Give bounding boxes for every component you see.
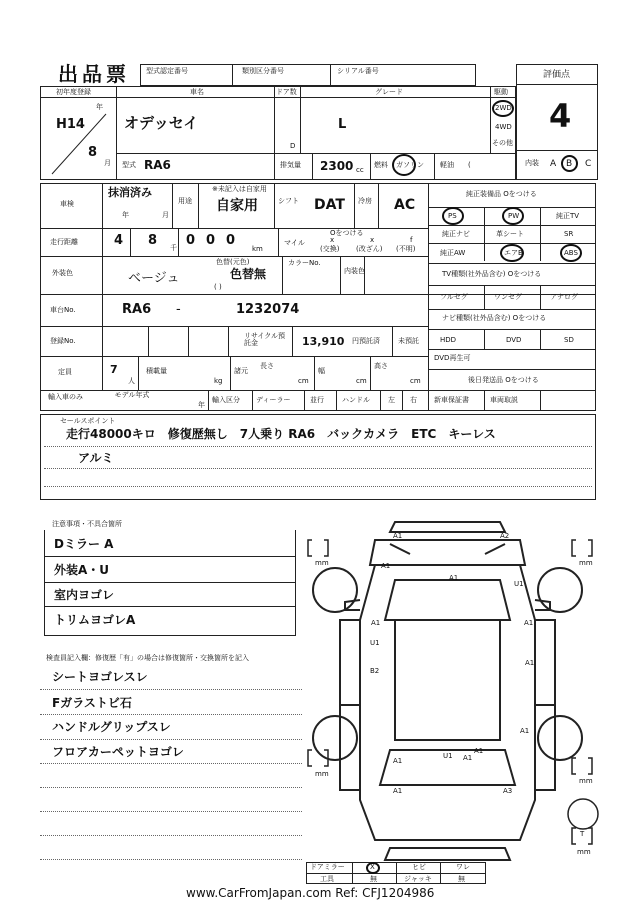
opt-aw: 純正AW	[440, 249, 466, 257]
ext-color-label: 外装色	[52, 269, 73, 277]
interior-label: 内装	[525, 159, 539, 167]
damage-mark: U1	[514, 580, 524, 588]
fuel-paren: (	[468, 161, 471, 169]
inspector-label: 検査員記入欄：修復歴「有」の場合は修復箇所・交換箇所を記入	[46, 654, 249, 662]
right-label: 右	[410, 396, 417, 404]
damage-mark: A1	[393, 757, 403, 765]
opt-sr: SR	[564, 230, 574, 238]
model-value: RA6	[144, 158, 171, 172]
load-label: 積載量	[146, 367, 167, 375]
cc-unit: cc	[356, 166, 364, 174]
spare-label: T	[580, 830, 585, 838]
model-year-label: モデル年式	[114, 391, 150, 399]
recycle-deposited: 円預託済	[352, 337, 380, 345]
damage-mark: A1	[393, 787, 403, 795]
serial-no-label: シリアル番号	[337, 67, 379, 75]
mileage-digit: 0	[226, 233, 236, 248]
crack-label: ワレ	[456, 863, 470, 871]
opt-abs: ABS	[564, 249, 578, 257]
tv-analog: アナログ	[550, 293, 578, 301]
after-manual: 車両取説	[490, 396, 518, 404]
note-item: トリムヨゴレA	[54, 613, 136, 627]
chassis-number: 1232074	[236, 302, 300, 317]
grade-value: L	[338, 117, 347, 132]
import-label: 輸入車のみ	[48, 393, 83, 401]
first-reg-month-unit: 月	[104, 159, 111, 167]
door-type: D	[290, 142, 296, 150]
model-cert-label: 型式認定番号	[146, 67, 188, 75]
first-reg-year-unit: 年	[96, 103, 103, 111]
drive-label: 駆動	[494, 88, 508, 96]
first-reg-label: 初年度登録	[56, 88, 91, 96]
damage-mark: A1	[393, 532, 403, 540]
damage-mark: A1	[525, 659, 535, 667]
jack-value: 無	[458, 875, 465, 883]
height-label: 高さ	[374, 362, 388, 370]
after-title: 後日発送品 Oをつける	[468, 376, 539, 384]
meter-x2: x	[370, 236, 375, 244]
ext-color-value: ベージュ	[128, 271, 180, 286]
model-year-unit: 年	[198, 401, 205, 409]
inspector-item: フロアカーペットヨゴレ	[52, 745, 184, 759]
int-color-label: 内装色	[344, 267, 365, 275]
opt-pw-circle	[502, 207, 524, 225]
mileage-digit: 0	[186, 233, 196, 248]
recycle-not: 未預託	[398, 337, 419, 345]
cooling-label: 冷房	[358, 197, 372, 205]
inspection-label: 車検	[60, 200, 74, 208]
capacity-unit: 人	[128, 377, 135, 385]
car-name: オデッセイ	[124, 114, 199, 132]
chip-label: ヒビ	[412, 863, 426, 871]
first-reg-year: H14	[56, 117, 85, 132]
meter-note: Oをつける	[330, 229, 364, 237]
repaint-paren: ( )	[214, 283, 222, 291]
chassis-dash: -	[176, 302, 181, 317]
chassis-label: 車台No.	[50, 306, 76, 314]
cm-unit: cm	[298, 377, 309, 385]
note-item: Dミラー A	[54, 537, 114, 551]
damage-mark: A1	[474, 747, 484, 755]
usage-label: 用途	[178, 197, 192, 205]
navi-title: ナビ種類(社外品含む) Oをつける	[442, 314, 547, 322]
handle-label: ハンドル	[342, 396, 370, 404]
damage-mark: U1	[370, 639, 380, 647]
displacement-label: 排気量	[280, 161, 301, 169]
displacement-value: 2300	[320, 159, 354, 173]
damage-mark: A1	[381, 562, 391, 570]
jack-label: ジャッキ	[404, 875, 432, 883]
opt-airbag-circle	[500, 244, 524, 262]
navi-sd: SD	[564, 336, 574, 344]
mileage-digit: 8	[148, 233, 158, 248]
thousand-unit: 千	[170, 244, 177, 252]
meter-unknown: (不明)	[396, 245, 416, 253]
sales-label: セールスポイント	[60, 417, 116, 425]
mileage-label: 走行距離	[50, 238, 78, 246]
tv-fullseg: フルセグ	[440, 293, 468, 301]
import-category-label: 輸入区分	[212, 396, 240, 404]
shift-value: DAT	[314, 197, 345, 213]
opt-pw: PW	[508, 212, 520, 220]
first-reg-month: 8	[88, 145, 98, 160]
damage-mark: A1	[371, 619, 381, 627]
drive-other: その他	[492, 139, 513, 147]
model-label: 型式	[122, 161, 136, 169]
inspection-year: 年	[122, 211, 129, 219]
repaint-label: 色替(元色)	[216, 258, 250, 266]
sheet-title: 出品票	[58, 62, 130, 86]
inspector-item: Fガラストビ石	[52, 696, 132, 710]
dvd-label: DVD再生可	[434, 354, 471, 362]
grade-label: グレード	[375, 88, 403, 96]
shift-label: シフト	[278, 197, 299, 205]
opt-ps-circle	[442, 207, 464, 225]
car-diagram	[300, 510, 610, 890]
sales-line2: アルミ	[78, 451, 114, 465]
cooling-value: AC	[394, 197, 416, 213]
kg-unit: kg	[214, 377, 223, 385]
opt-ps: PS	[448, 212, 457, 220]
navi-hdd: HDD	[440, 336, 457, 344]
navi-dvd: DVD	[506, 336, 522, 344]
code-row	[140, 64, 476, 86]
tools-value: 無	[370, 875, 377, 883]
damage-mark: U1	[443, 752, 453, 760]
km-unit: km	[252, 245, 263, 253]
interior-a: A	[550, 159, 557, 169]
damage-mark: A2	[500, 532, 510, 540]
tv-title: TV種類(社外品含む) Oをつける	[442, 270, 542, 278]
damage-mark: A1	[463, 754, 473, 762]
meter-label: マイル	[284, 239, 305, 247]
repaint-value: 色替無	[230, 267, 267, 281]
fuel-gasoline: ガソリン	[396, 161, 424, 169]
damage-mark: B2	[370, 667, 380, 675]
watermark: www.CarFromJapan.com Ref: CFJ1204986	[186, 886, 435, 900]
damage-mark: A1	[524, 619, 534, 627]
tv-oneseg: ワンセグ	[494, 293, 522, 301]
inspection-month: 月	[162, 211, 169, 219]
cm-unit: cm	[410, 377, 421, 385]
note-item: 室内ヨゴレ	[54, 588, 115, 602]
mileage-digit: 0	[206, 233, 216, 248]
doors-label: ドア数	[276, 88, 297, 96]
inspector-item: ハンドルグリップスレ	[52, 720, 171, 734]
cm-unit: cm	[356, 377, 367, 385]
rating-label: 評価点	[543, 70, 571, 80]
category-no-label: 類別区分番号	[242, 67, 284, 75]
chassis-model: RA6	[122, 302, 152, 317]
usage-note: ※未記入は自家用	[212, 185, 267, 193]
recycle-label: リサイクル預託金	[244, 332, 286, 347]
length-label: 長さ	[260, 362, 274, 370]
meter-sign: (改ざん)	[356, 245, 383, 253]
capacity-value: 7	[110, 363, 118, 376]
damage-mark: A1	[520, 727, 530, 735]
tire-mm-spare: mm	[577, 848, 591, 856]
color-no-label: カラーNo.	[288, 259, 321, 267]
opt-navi: 純正ナビ	[442, 230, 470, 238]
after-warranty: 新車保証書	[434, 396, 469, 404]
tire-mm-rr: mm	[579, 777, 593, 785]
meter-f: f	[410, 236, 413, 244]
mileage-digit: 4	[114, 233, 124, 248]
drive-4wd: 4WD	[495, 123, 512, 131]
opt-airbag: エアB	[504, 249, 523, 257]
opt-leather: 革シート	[496, 230, 524, 238]
opt-abs-circle	[560, 244, 582, 262]
notes-label: 注意事項・不具合箇所	[52, 520, 122, 528]
fuel-label: 燃料	[374, 161, 388, 169]
inspection-value: 抹消済み	[108, 186, 152, 199]
tire-mm-rl: mm	[315, 770, 329, 778]
inspector-item: シートヨゴレスレ	[52, 670, 148, 684]
fuel-diesel: 軽油	[440, 161, 454, 169]
opt-tv: 純正TV	[556, 212, 580, 220]
options-panel	[428, 183, 596, 411]
left-label: 左	[388, 396, 395, 404]
damage-mark: A1	[449, 574, 459, 582]
reg-no-label: 登録No.	[50, 337, 76, 345]
capacity-label: 定員	[58, 368, 72, 376]
dmirror-label: ドアミラー	[310, 863, 345, 871]
tools-label: 工具	[320, 875, 334, 883]
sales-line1: 走行48000キロ 修復歴無し 7人乗り RA6 バックカメラ ETC キーレス	[66, 427, 496, 441]
parallel-label: 並行	[310, 396, 324, 404]
meter-exchange: (交換)	[320, 245, 340, 253]
rating-value: 4	[549, 97, 572, 135]
dims-label: 諸元	[234, 367, 248, 375]
recycle-value: 13,910	[302, 335, 345, 348]
tire-mm-fr: mm	[579, 559, 593, 567]
tire-mm-fl: mm	[315, 559, 329, 567]
interior-c: C	[585, 159, 592, 169]
genuine-title: 純正装備品 Oをつける	[466, 190, 537, 198]
usage-value: 自家用	[216, 198, 258, 214]
interior-b: B	[566, 159, 573, 169]
dmirror-mark: X	[370, 863, 375, 871]
dealer-label: ディーラー	[256, 396, 291, 404]
meter-x: x	[330, 236, 335, 244]
name-label: 車名	[190, 88, 204, 96]
note-item: 外装A・U	[54, 563, 110, 577]
drive-2wd: 2WD	[495, 104, 512, 112]
damage-mark: A3	[503, 787, 513, 795]
width-label: 幅	[318, 367, 325, 375]
